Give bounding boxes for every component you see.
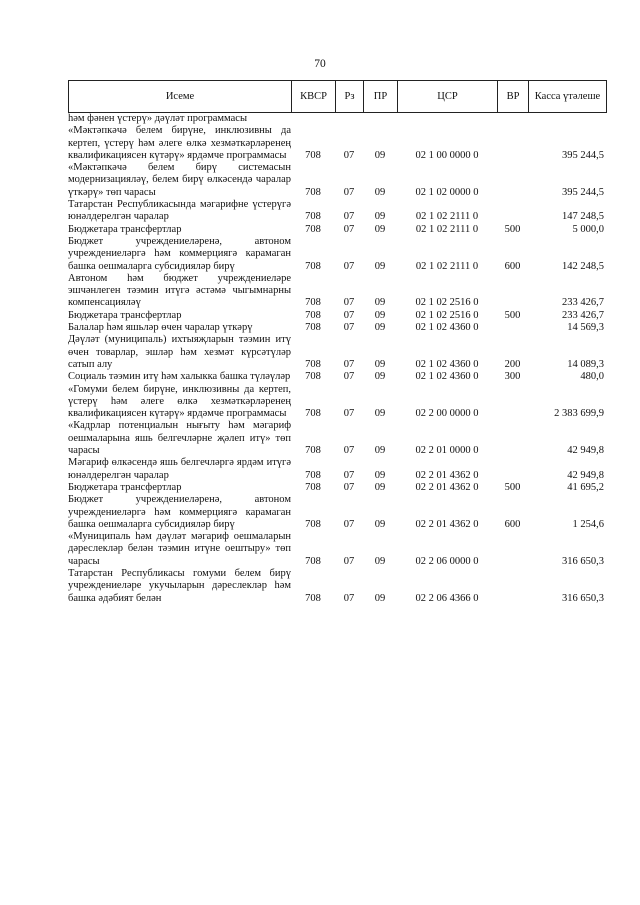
- cell-kassa: 41 695,2: [567, 481, 604, 493]
- cell-vr: 600: [504, 260, 521, 272]
- cell-kassa: 142 248,5: [562, 260, 604, 272]
- cell-pr: 09: [374, 445, 386, 457]
- cell-rz: 07: [343, 186, 355, 198]
- cell-kvsr: 708: [305, 481, 321, 493]
- table-row: [68, 224, 606, 236]
- cell-name: Бюджет учреждениеләренә, автоном учреждениеләргә һәм коммерциягә карамаган башка оешмаларга субсидияләр бирү: [68, 494, 291, 530]
- cell-kvsr: 708: [305, 469, 321, 481]
- cell-name: Социаль тәэмин итү һәм халыкка башка түләүләр: [68, 371, 291, 383]
- cell-rz: 07: [343, 555, 355, 567]
- cell-kassa: 395 244,5: [562, 186, 604, 198]
- cell-rz: 07: [343, 297, 355, 309]
- cell-rz: 07: [343, 469, 355, 481]
- cell-kvsr: 708: [305, 371, 321, 383]
- cell-rz: 07: [343, 149, 355, 161]
- cell-kassa: 2 383 699,9: [554, 408, 604, 420]
- cell-rz: 07: [343, 371, 355, 383]
- cell-name: «Кадрлар потенциалын нығыту һәм мәгариф оешмаларына яшь белгечләрне җәлеп итү» төп чарасы: [68, 420, 291, 457]
- cell-name: «Мәктәпкәчә белем бирүне, инклюзивны да кертеп, үстерү һәм әлеге өлкә хезмәткәрләренең квалификациясен күтәрү» ярдәмче программасы: [68, 125, 291, 161]
- header-name: Исеме: [69, 81, 292, 113]
- cell-csr: 02 1 02 2111 0: [415, 260, 479, 272]
- cell-rz: 07: [343, 260, 355, 272]
- cell-csr: 02 2 01 0000 0: [415, 445, 479, 457]
- cell-name: Автоном һәм бюджет учреждениеләре эшчәнлеген тәэмин итүгә әстәмә чыгымнарны компенсацияләү: [68, 272, 291, 309]
- cell-name: Балалар һәм яшьләр өчен чаралар үткәрү: [68, 322, 253, 334]
- cell-name: Татарстан Республикасында мәгарифне үстерүгә юнәлдерелгән чаралар: [68, 199, 291, 223]
- cell-kassa: 395 244,5: [562, 149, 604, 161]
- cell-rz: 07: [343, 445, 355, 457]
- cell-name: Мәгариф өлкәсендә яшь белгечләргә ярдәм итүгә юнәлдерелгән чаралар: [68, 457, 291, 481]
- table-row: [68, 273, 606, 310]
- cell-pr: 09: [374, 186, 386, 198]
- cell-kvsr: 708: [305, 518, 321, 530]
- cell-pr: 09: [374, 223, 386, 235]
- cell-kvsr: 708: [305, 211, 321, 223]
- header-csr: ЦСР: [398, 81, 498, 113]
- cell-vr: 300: [504, 371, 521, 383]
- cell-csr: 02 1 02 2516 0: [415, 297, 479, 309]
- header-vr: ВР: [498, 81, 529, 113]
- cell-pr: 09: [374, 469, 386, 481]
- cell-kassa: 480,0: [580, 371, 604, 383]
- table-row: [68, 310, 606, 322]
- cell-kassa: 316 650,3: [562, 555, 604, 567]
- table-row: [68, 531, 606, 568]
- cell-csr: 02 1 02 4360 0: [415, 322, 479, 334]
- cell-kvsr: 708: [305, 555, 321, 567]
- cell-kvsr: 708: [305, 322, 321, 334]
- cell-rz: 07: [343, 592, 355, 604]
- cell-vr: 200: [504, 358, 521, 370]
- cell-csr: 02 1 02 2516 0: [415, 309, 479, 321]
- cell-name: Дәүләт (муниципаль) ихтыяҗларын тәэмин итү өчен товарлар, эшләр һәм хезмәт күрсәтүләр сатып алу: [68, 334, 291, 370]
- table-row: [68, 162, 606, 199]
- table-row: [68, 568, 606, 605]
- cell-kassa: 14 569,3: [567, 322, 604, 334]
- cell-rz: 07: [343, 481, 355, 493]
- cell-csr: 02 1 02 4360 0: [415, 371, 479, 383]
- cell-csr: 02 1 02 2111 0: [415, 211, 479, 223]
- table-row: [68, 322, 606, 334]
- table-row: [68, 125, 606, 162]
- table-row: [68, 199, 606, 224]
- table-row: [68, 420, 606, 457]
- cell-name: Бюджетара трансфертлар: [68, 309, 182, 321]
- cell-vr: 500: [504, 309, 521, 321]
- cell-csr: 02 2 01 4362 0: [415, 481, 479, 493]
- table-row: [68, 236, 606, 273]
- cell-csr: 02 1 02 2111 0: [415, 223, 479, 235]
- cell-pr: 09: [374, 297, 386, 309]
- header-kassa: Касса үтәлеше: [529, 81, 607, 113]
- cell-pr: 09: [374, 309, 386, 321]
- cell-rz: 07: [343, 518, 355, 530]
- cell-csr: 02 2 00 0000 0: [415, 408, 479, 420]
- cell-kassa: 14 089,3: [567, 358, 604, 370]
- page-number: 70: [314, 58, 326, 70]
- table-row: [68, 384, 606, 421]
- table-body: [68, 113, 606, 605]
- cell-pr: 09: [374, 211, 386, 223]
- cell-kassa: 233 426,7: [562, 297, 604, 309]
- cell-kvsr: 708: [305, 358, 321, 370]
- cell-csr: 02 1 00 0000 0: [415, 149, 479, 161]
- cell-kassa: 147 248,5: [562, 211, 604, 223]
- cell-csr: 02 2 06 4366 0: [415, 592, 479, 604]
- cell-kvsr: 708: [305, 223, 321, 235]
- table-row: [68, 113, 606, 125]
- cell-csr: 02 2 01 4362 0: [415, 469, 479, 481]
- table-row: [68, 334, 606, 371]
- cell-name: Татарстан Республикасы гомуми белем бирү учреждениеләре укучыларын дәреслекләр һәм башка әдәбият белән: [68, 567, 291, 604]
- cell-name: Бюджетара трансфертлар: [68, 223, 182, 235]
- cell-rz: 07: [343, 408, 355, 420]
- cell-kvsr: 708: [305, 149, 321, 161]
- cell-kassa: 5 000,0: [572, 223, 604, 235]
- cell-pr: 09: [374, 481, 386, 493]
- cell-kvsr: 708: [305, 186, 321, 198]
- cell-kvsr: 708: [305, 408, 321, 420]
- cell-kassa: 42 949,8: [567, 469, 604, 481]
- cell-rz: 07: [343, 211, 355, 223]
- cell-name: «Мәктәпкәчә белем бирү системасын модернизацияләү, белем бирү өлкәсендә чаралар үткәрү» төп чарасы: [68, 162, 291, 198]
- cell-pr: 09: [374, 408, 386, 420]
- cell-pr: 09: [374, 260, 386, 272]
- cell-rz: 07: [343, 309, 355, 321]
- cell-kvsr: 708: [305, 592, 321, 604]
- cell-pr: 09: [374, 358, 386, 370]
- header-pr: ПР: [364, 81, 398, 113]
- cell-kassa: 1 254,6: [572, 518, 604, 530]
- cell-csr: 02 1 02 0000 0: [415, 186, 479, 198]
- cell-pr: 09: [374, 371, 386, 383]
- header-kvsr: КВСР: [292, 81, 336, 113]
- cell-name: «Гомуми белем бирүне, инклюзивны да кертеп, үстерү һәм әлеге өлкә хезмәткәрләренең квалификациясен күтәрү» ярдәмче программасы: [68, 383, 291, 420]
- table-row: [68, 371, 606, 383]
- cell-pr: 09: [374, 322, 386, 334]
- cell-vr: 500: [504, 223, 521, 235]
- cell-rz: 07: [343, 223, 355, 235]
- cell-rz: 07: [343, 358, 355, 370]
- cell-kassa: 233 426,7: [562, 309, 604, 321]
- cell-name: Бюджет учреждениеләренә, автоном учреждениеләргә һәм коммерциягә карамаган башка оешмаларга субсидияләр бирү: [68, 235, 291, 272]
- table-row: [68, 457, 606, 482]
- cell-pr: 09: [374, 592, 386, 604]
- cell-csr: 02 1 02 4360 0: [415, 358, 479, 370]
- cell-pr: 09: [374, 518, 386, 530]
- cell-kvsr: 708: [305, 445, 321, 457]
- cell-vr: 500: [504, 481, 521, 493]
- cell-kassa: 42 949,8: [567, 445, 604, 457]
- cell-kvsr: 708: [305, 297, 321, 309]
- cell-name: һәм фәнен үстерү» дәүләт программасы: [68, 113, 247, 124]
- cell-vr: 600: [504, 518, 521, 530]
- table-row: [68, 494, 606, 531]
- cell-name: Бюджетара трансфертлар: [68, 481, 182, 493]
- cell-rz: 07: [343, 322, 355, 334]
- cell-csr: 02 2 06 0000 0: [415, 555, 479, 567]
- cell-pr: 09: [374, 149, 386, 161]
- header-rz: Рз: [336, 81, 364, 113]
- table-row: [68, 482, 606, 494]
- cell-kvsr: 708: [305, 309, 321, 321]
- table-header: [68, 80, 607, 113]
- cell-pr: 09: [374, 555, 386, 567]
- cell-name: «Муниципаль һәм дәүләт мәгариф оешмаларын дәреслекләр белән тәэмин итүне оештыру» төп чарасы: [68, 531, 291, 567]
- cell-kassa: 316 650,3: [562, 592, 604, 604]
- cell-csr: 02 2 01 4362 0: [415, 518, 479, 530]
- cell-kvsr: 708: [305, 260, 321, 272]
